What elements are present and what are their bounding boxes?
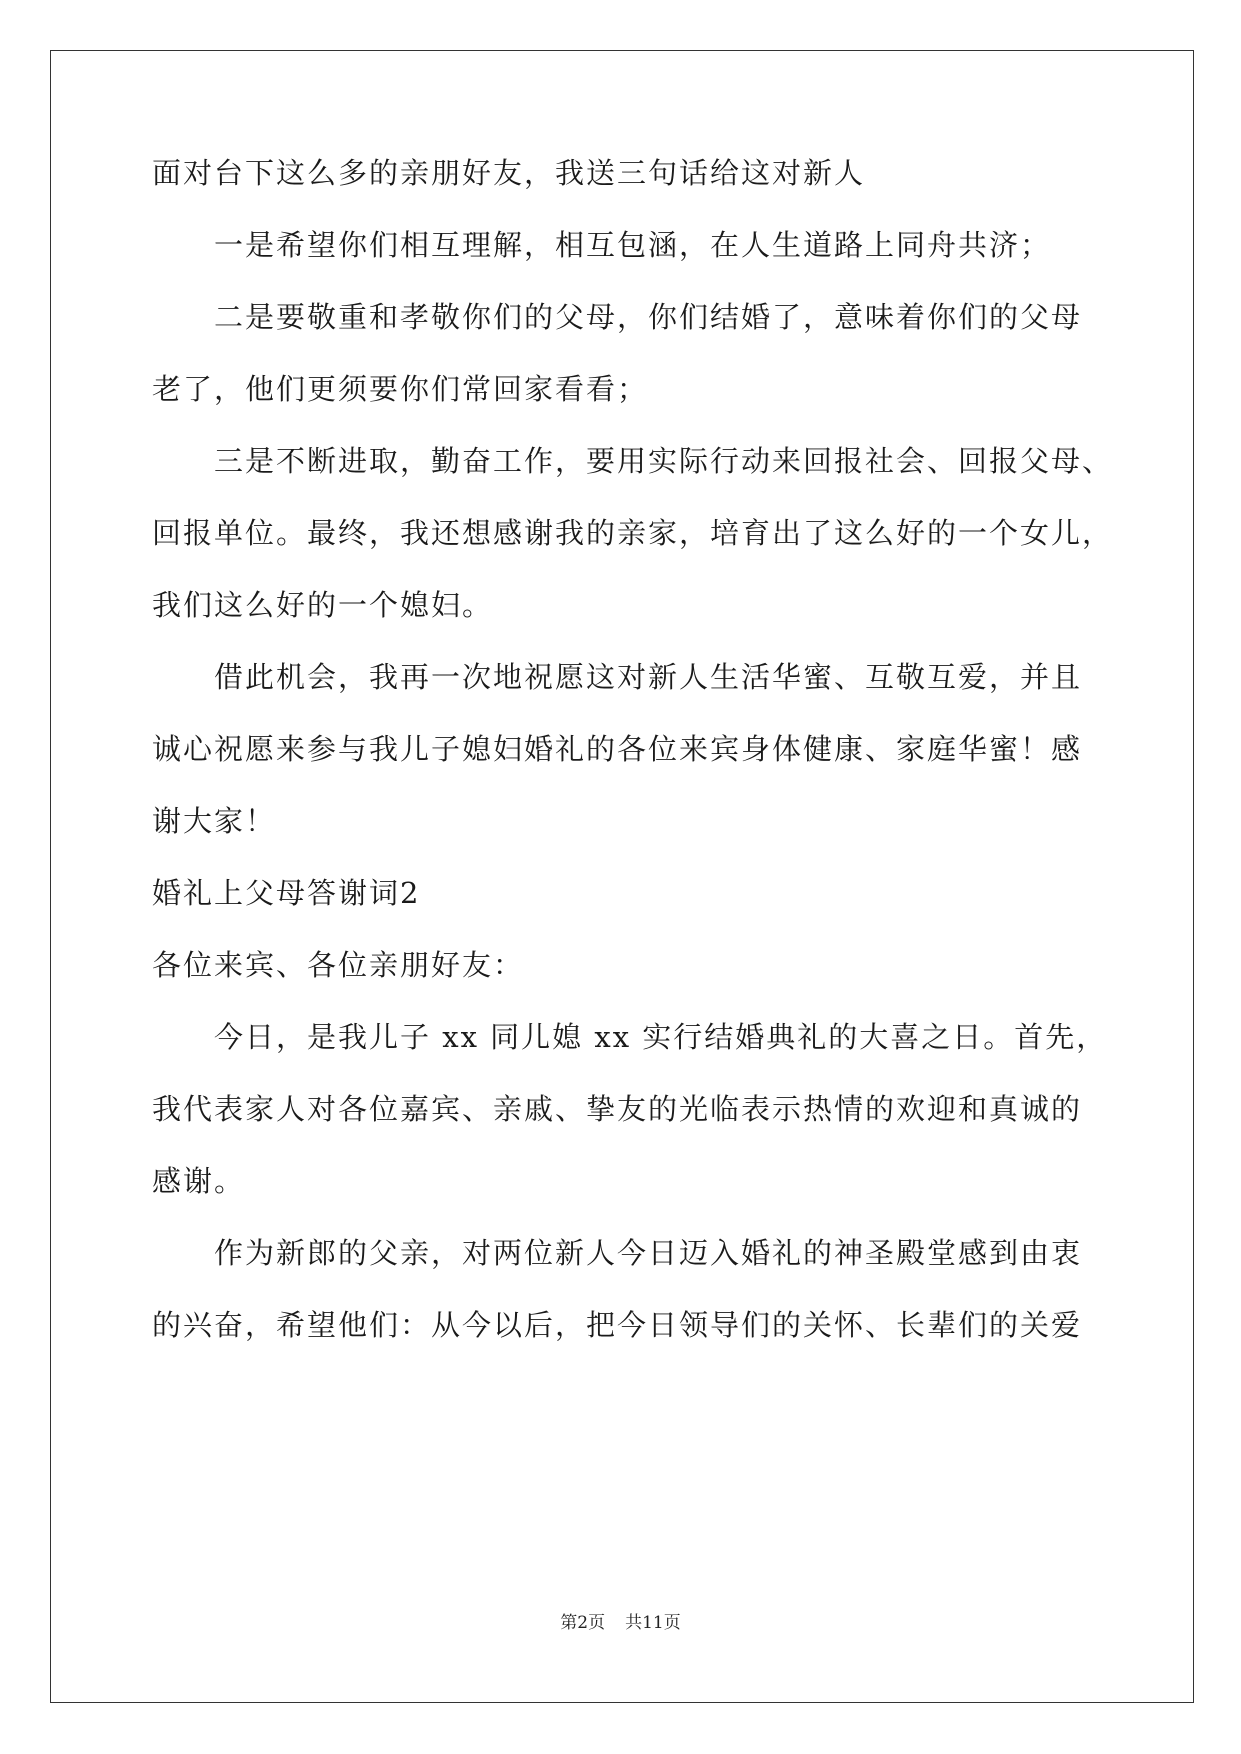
- page-total: 共11页: [625, 1613, 681, 1633]
- page-footer: [0, 1611, 1241, 1635]
- text-line: 我代表家人对各位嘉宾、亲戚、挚友的光临表示热情的欢迎和真诚的: [152, 1092, 1083, 1126]
- text-line: 的兴奋，希望他们：从今以后，把今日领导们的关怀、长辈们的关爱: [152, 1308, 1083, 1342]
- text-line: 作为新郎的父亲，对两位新人今日迈入婚礼的神圣殿堂感到由衷: [214, 1236, 1083, 1270]
- salutation: 各位来宾、各位亲朋好友：: [152, 948, 525, 982]
- text-line: 面对台下这么多的亲朋好友，我送三句话给这对新人: [152, 156, 866, 190]
- text-line: 我们这么好的一个媳妇。: [152, 588, 494, 622]
- text-line: 回报单位。最终，我还想感谢我的亲家，培育出了这么好的一个女儿，: [152, 516, 1114, 550]
- text-line: 谢大家！: [152, 804, 277, 838]
- text-line: 三是不断进取，勤奋工作，要用实际行动来回报社会、回报父母、: [214, 444, 1114, 478]
- text-line: 老了，他们更须要你们常回家看看；: [152, 372, 649, 406]
- text-line: 感谢。: [152, 1164, 246, 1198]
- text-line: 二是要敬重和孝敬你们的父母，你们结婚了，意味着你们的父母: [214, 300, 1083, 334]
- text-line: 今日，是我儿子 xx 同儿媳 xx 实行结婚典礼的大喜之日。首先，: [214, 1020, 1108, 1054]
- page-number: 第2页: [560, 1613, 606, 1633]
- section-heading: 婚礼上父母答谢词2: [152, 876, 421, 910]
- text-line: 借此机会，我再一次地祝愿这对新人生活华蜜、互敬互爱，并且: [214, 660, 1083, 694]
- text-line: 诚心祝愿来参与我儿子媳妇婚礼的各位来宾身体健康、家庭华蜜！感: [152, 732, 1083, 766]
- text-line: 一是希望你们相互理解，相互包涵，在人生道路上同舟共济；: [214, 228, 1052, 262]
